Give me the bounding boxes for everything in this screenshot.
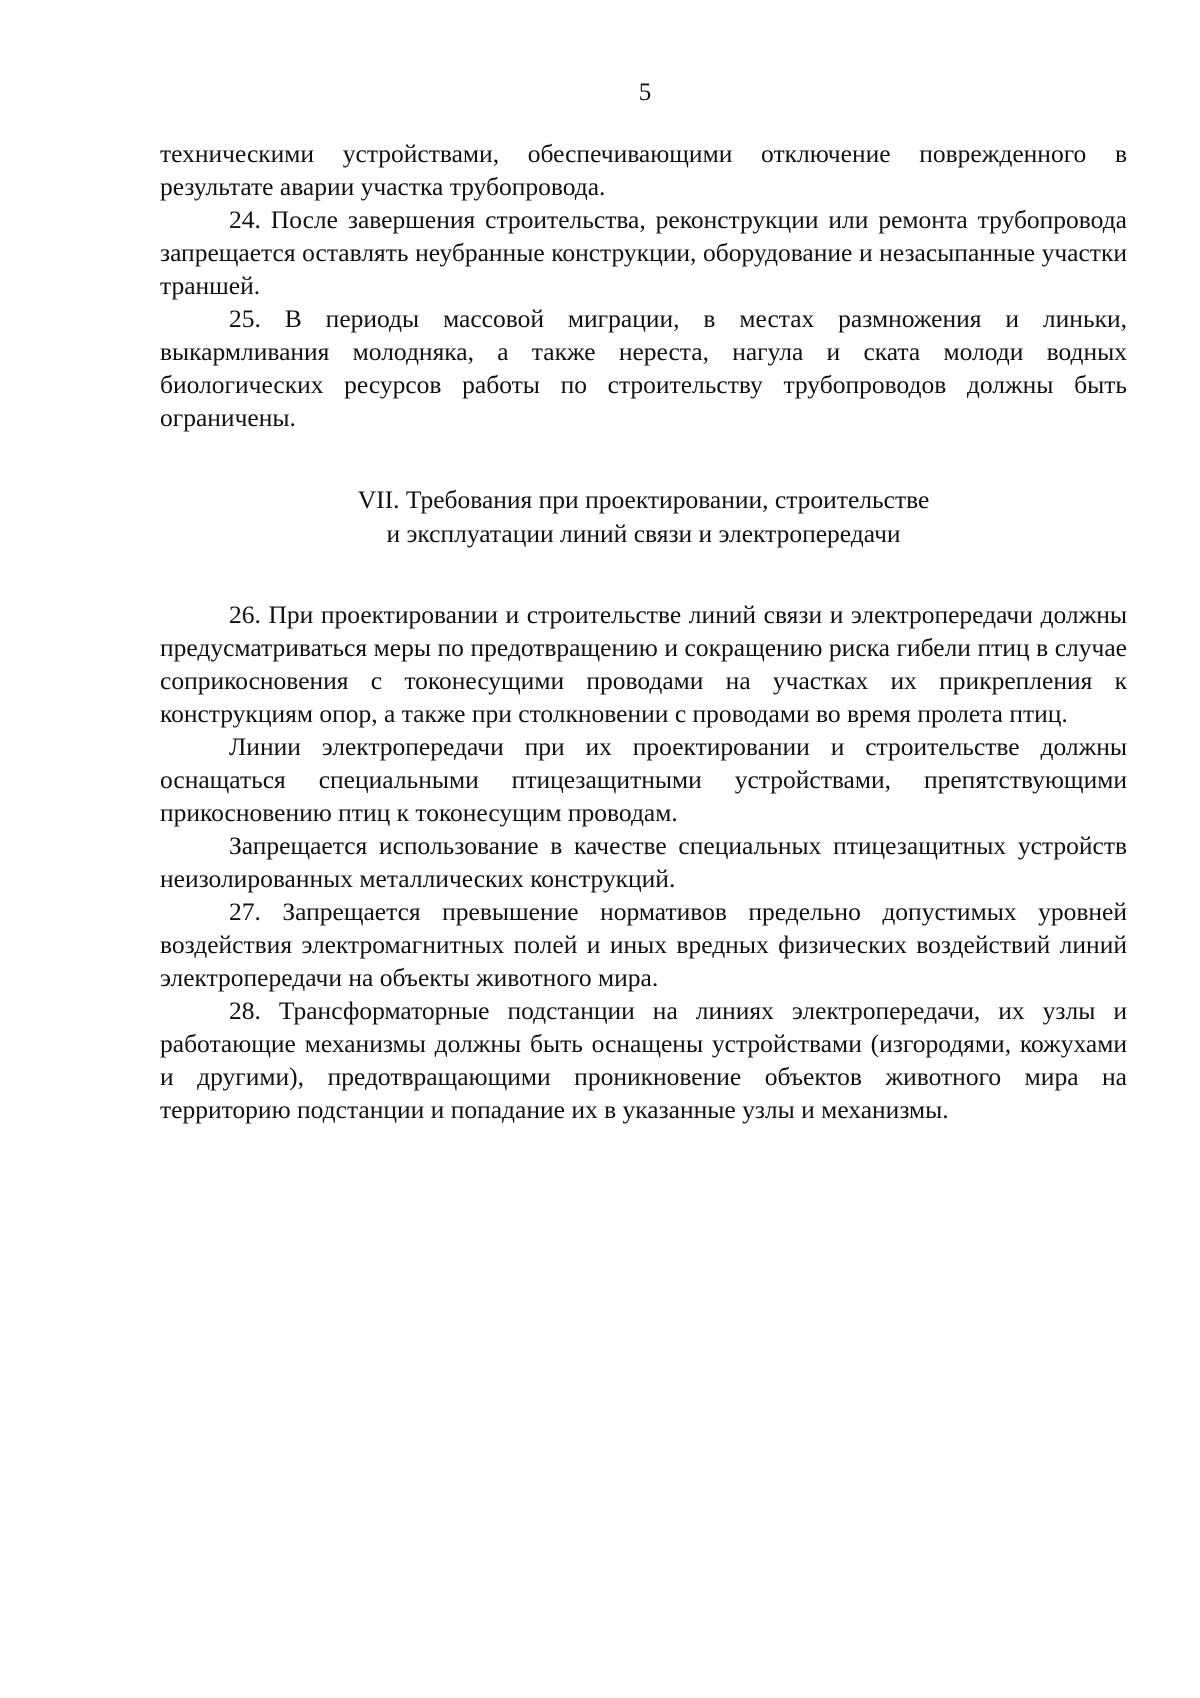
document-body (160, 137, 1127, 1126)
paragraph-26-prohibition: Запрещается использование в качестве специальных птицезащитных устройств неизолированных металлических конструкций. (160, 831, 1127, 893)
paragraph-28: 28. Трансформаторные подстанции на линиях электропередачи, их узлы и работающие механизмы должны быть оснащены устройствами (изгородями, кожухами и другими), предотвращающими проникновение объектов животного мира на территорию подстанции и попадание их в указанные узлы и механизмы. (160, 996, 1127, 1124)
page-number: 5 (638, 79, 652, 106)
section-heading-line-1: VII. Требования при проектировании, строительстве (357, 485, 930, 514)
paragraph-24: 24. После завершения строительства, реконструкции или ремонта трубопровода запрещается оставлять неубранные конструкции, оборудование и незасыпанные участки траншей. (160, 205, 1127, 300)
paragraph-25: 25. В периоды массовой миграции, в местах размножения и линьки, выкармливания молодняка, а также нереста, нагула и ската молоди водных биологических ресурсов работы по строительству трубопроводов должны быть ограничены. (160, 304, 1127, 432)
paragraph-26: 26. При проектировании и строительстве линий связи и электропередачи должны предусматриваться меры по предотвращению и сокращению риска гибели птиц в случае соприкосновения с токонесущими проводами на участках их прикрепления к конструкциям опор, а также при столкновении с проводами во время пролета птиц. (160, 600, 1127, 728)
paragraph-26-power-lines: Линии электропередачи при их проектировании и строительстве должны оснащаться специальными птицезащитными устройствами, препятствующими прикосновению птиц к токонесущим проводам. (160, 732, 1127, 827)
section-heading-line-2: и эксплуатации линий связи и электропередачи (386, 519, 901, 548)
paragraph-27: 27. Запрещается превышение нормативов предельно допустимых уровней воздействия электромагнитных полей и иных вредных физических воздействий линий электропередачи на объекты животного мира. (160, 897, 1127, 992)
section-heading (160, 483, 1127, 551)
paragraph-continuation: техническими устройствами, обеспечивающими отключение поврежденного в результате аварии участка трубопровода. (160, 139, 1127, 201)
